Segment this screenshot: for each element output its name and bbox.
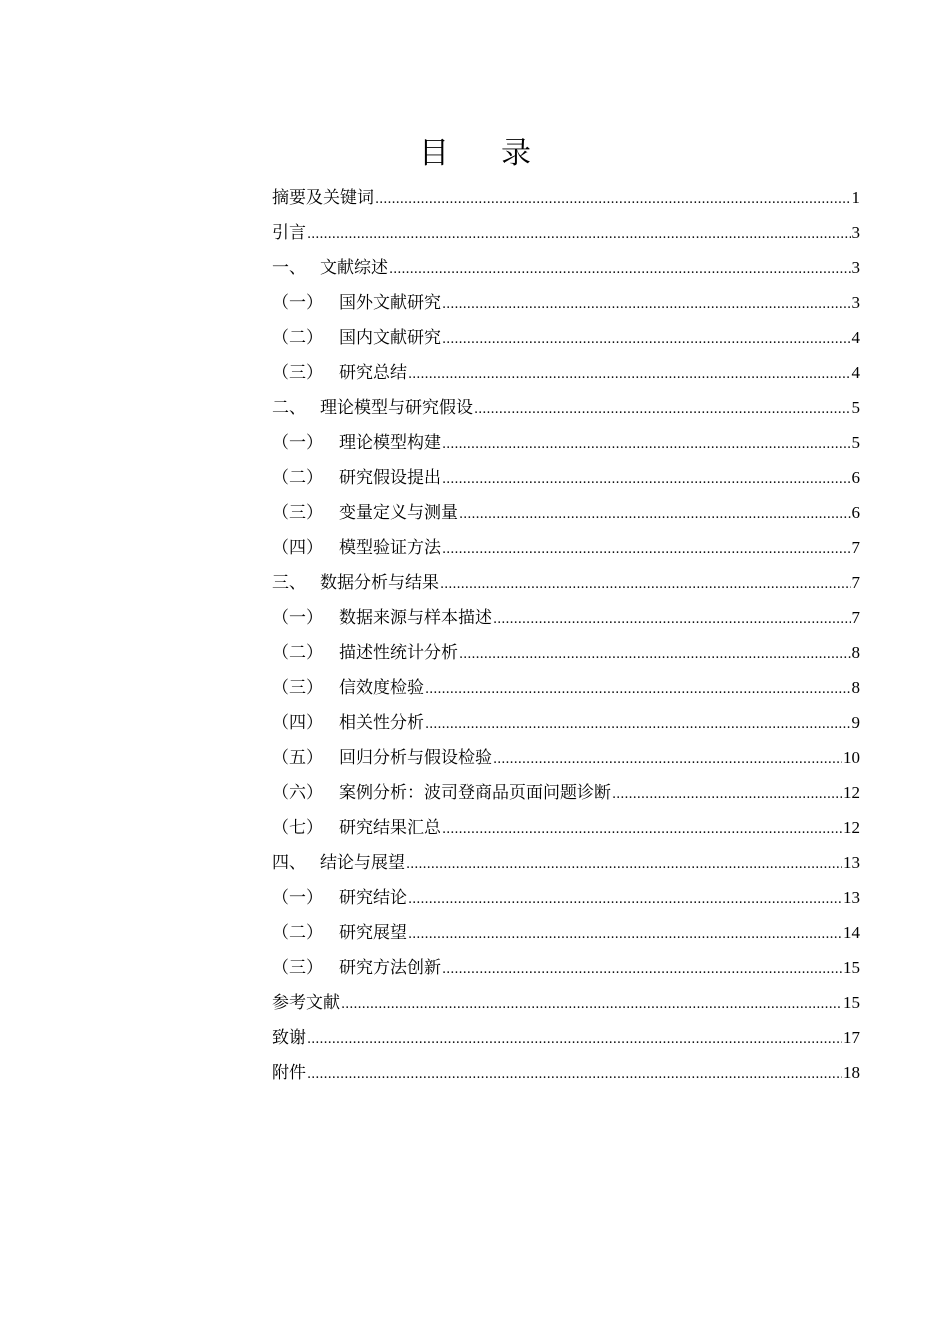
- toc-entry-label: 致谢: [272, 1028, 306, 1048]
- toc-entry-number: （一）: [272, 888, 323, 908]
- toc-dot-leader: [375, 182, 851, 217]
- toc-title: [0, 132, 950, 176]
- toc-title-part2: 录: [501, 136, 531, 171]
- toc-entry-page-number: 1: [851, 188, 860, 207]
- toc-entry-label: 研究结果汇总: [339, 818, 441, 838]
- toc-entry[interactable]: [272, 320, 860, 355]
- toc-entry-number: （三）: [272, 678, 323, 698]
- toc-entry-page-number: 9: [851, 713, 860, 732]
- toc-entry-page-number: 5: [851, 433, 860, 452]
- toc-title-part1: 目: [419, 136, 449, 171]
- toc-entry-number: （二）: [272, 468, 323, 488]
- toc-entry-label: 研究假设提出: [339, 468, 441, 488]
- toc-entry-label: 国内文献研究: [339, 328, 441, 348]
- table-of-contents: [272, 180, 860, 1090]
- toc-dot-leader: [459, 637, 851, 672]
- toc-entry[interactable]: [272, 810, 860, 845]
- toc-entry-label: 描述性统计分析: [339, 643, 458, 663]
- toc-entry-label: 理论模型与研究假设: [320, 398, 473, 418]
- toc-entry[interactable]: [272, 460, 860, 495]
- toc-entry-page-number: 3: [851, 223, 860, 242]
- toc-entry-number: （一）: [272, 608, 323, 628]
- toc-entry-label: 数据来源与样本描述: [339, 608, 492, 628]
- toc-dot-leader: [307, 1057, 842, 1092]
- toc-dot-leader: [408, 882, 842, 917]
- toc-entry-number: （四）: [272, 538, 323, 558]
- toc-entry[interactable]: [272, 180, 860, 215]
- toc-dot-leader: [459, 497, 851, 532]
- toc-entry[interactable]: [272, 705, 860, 740]
- toc-dot-leader: [442, 427, 851, 462]
- toc-entry[interactable]: [272, 880, 860, 915]
- toc-entry[interactable]: [272, 670, 860, 705]
- toc-entry-label: 模型验证方法: [339, 538, 441, 558]
- toc-entry-label: 数据分析与结果: [320, 573, 439, 593]
- toc-entry[interactable]: [272, 775, 860, 810]
- toc-entry-page-number: 15: [843, 993, 860, 1012]
- toc-entry-number: （三）: [272, 958, 323, 978]
- toc-entry-number: （三）: [272, 503, 323, 523]
- toc-dot-leader: [442, 812, 842, 847]
- toc-entry-label: 参考文献: [272, 993, 340, 1013]
- toc-dot-leader: [440, 567, 851, 602]
- toc-dot-leader: [493, 602, 851, 637]
- toc-entry-label: 变量定义与测量: [339, 503, 458, 523]
- toc-dot-leader: [408, 917, 842, 952]
- toc-entry-page-number: 4: [851, 328, 860, 347]
- toc-entry-number: 三、: [272, 573, 306, 593]
- toc-entry-label: 研究方法创新: [339, 958, 441, 978]
- toc-entry-page-number: 6: [851, 503, 860, 522]
- toc-entry-page-number: 10: [843, 748, 860, 767]
- toc-entry-page-number: 6: [851, 468, 860, 487]
- toc-entry-page-number: 12: [843, 783, 860, 802]
- toc-entry-label: 理论模型构建: [339, 433, 441, 453]
- toc-entry-page-number: 17: [843, 1028, 860, 1047]
- toc-entry[interactable]: [272, 740, 860, 775]
- toc-entry[interactable]: [272, 565, 860, 600]
- toc-entry-label: 国外文献研究: [339, 293, 441, 313]
- toc-entry[interactable]: [272, 425, 860, 460]
- toc-entry-page-number: 13: [843, 888, 860, 907]
- toc-entry-number: （一）: [272, 293, 323, 313]
- toc-dot-leader: [307, 1022, 842, 1057]
- toc-entry-page-number: 4: [851, 363, 860, 382]
- toc-entry[interactable]: [272, 845, 860, 880]
- toc-dot-leader: [442, 462, 851, 497]
- toc-entry-page-number: 3: [851, 258, 860, 277]
- toc-dot-leader: [442, 952, 842, 987]
- toc-entry[interactable]: [272, 1055, 860, 1090]
- toc-entry[interactable]: [272, 495, 860, 530]
- toc-entry-label: 信效度检验: [339, 678, 424, 698]
- toc-dot-leader: [474, 392, 851, 427]
- toc-dot-leader: [341, 987, 842, 1022]
- toc-entry-label: 摘要及关键词: [272, 188, 374, 208]
- toc-entry[interactable]: [272, 635, 860, 670]
- toc-entry-number: （二）: [272, 328, 323, 348]
- toc-entry[interactable]: [272, 530, 860, 565]
- toc-entry-page-number: 7: [851, 538, 860, 557]
- toc-dot-leader: [425, 707, 851, 742]
- toc-dot-leader: [408, 357, 851, 392]
- toc-entry[interactable]: [272, 1020, 860, 1055]
- toc-entry-label: 研究结论: [339, 888, 407, 908]
- toc-entry-number: （七）: [272, 818, 323, 838]
- toc-entry[interactable]: [272, 250, 860, 285]
- toc-entry-label: 结论与展望: [320, 853, 405, 873]
- toc-entry[interactable]: [272, 215, 860, 250]
- toc-entry-label: 研究总结: [339, 363, 407, 383]
- toc-dot-leader: [442, 532, 851, 567]
- toc-entry-number: （六）: [272, 783, 323, 803]
- toc-entry[interactable]: [272, 985, 860, 1020]
- toc-entry-number: （二）: [272, 923, 323, 943]
- toc-entry-number: （一）: [272, 433, 323, 453]
- toc-entry-page-number: 5: [851, 398, 860, 417]
- toc-entry-label: 回归分析与假设检验: [339, 748, 492, 768]
- toc-entry-label: 相关性分析: [339, 713, 424, 733]
- toc-entry-number: （五）: [272, 748, 323, 768]
- toc-dot-leader: [406, 847, 842, 882]
- toc-dot-leader: [612, 777, 842, 812]
- toc-entry-number: 二、: [272, 398, 306, 418]
- toc-entry-label: 文献综述: [320, 258, 388, 278]
- toc-dot-leader: [493, 742, 842, 777]
- toc-entry[interactable]: [272, 915, 860, 950]
- toc-entry[interactable]: [272, 285, 860, 320]
- toc-entry-label: 引言: [272, 223, 306, 243]
- toc-entry-page-number: 15: [843, 958, 860, 977]
- toc-entry-number: 四、: [272, 853, 306, 873]
- toc-entry-page-number: 8: [851, 678, 860, 697]
- toc-dot-leader: [307, 217, 851, 252]
- toc-dot-leader: [442, 322, 851, 357]
- toc-dot-leader: [425, 672, 851, 707]
- toc-entry[interactable]: [272, 950, 860, 985]
- toc-entry-number: （二）: [272, 643, 323, 663]
- toc-entry-page-number: 14: [843, 923, 860, 942]
- toc-entry-page-number: 18: [843, 1063, 860, 1082]
- toc-entry-page-number: 12: [843, 818, 860, 837]
- toc-entry-number: （三）: [272, 363, 323, 383]
- toc-entry-number: （四）: [272, 713, 323, 733]
- toc-entry-page-number: 8: [851, 643, 860, 662]
- toc-entry-label: 附件: [272, 1063, 306, 1083]
- toc-entry[interactable]: [272, 355, 860, 390]
- toc-entry-page-number: 7: [851, 573, 860, 592]
- toc-entry-label: 案例分析：波司登商品页面问题诊断: [339, 783, 611, 803]
- toc-dot-leader: [389, 252, 851, 287]
- toc-dot-leader: [442, 287, 851, 322]
- toc-entry-label: 研究展望: [339, 923, 407, 943]
- toc-entry-page-number: 13: [843, 853, 860, 872]
- toc-entry-number: 一、: [272, 258, 306, 278]
- toc-entry[interactable]: [272, 390, 860, 425]
- toc-entry-page-number: 3: [851, 293, 860, 312]
- toc-entry-page-number: 7: [851, 608, 860, 627]
- toc-entry[interactable]: [272, 600, 860, 635]
